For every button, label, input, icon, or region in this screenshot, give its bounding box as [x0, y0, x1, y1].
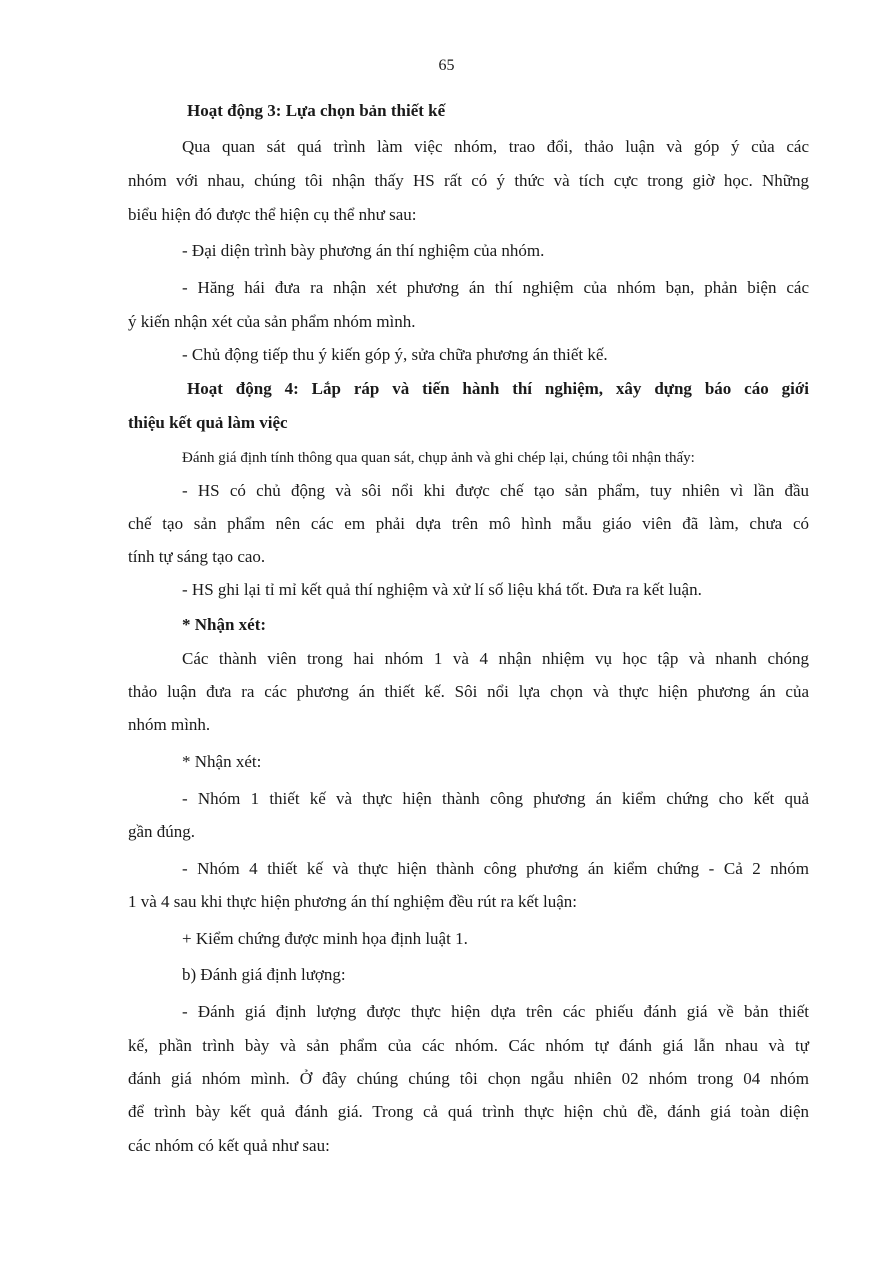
list-item: - Nhóm 1 thiết kế và thực hiện thành công phương án kiểm chứng cho kết quả: [182, 789, 809, 808]
list-item: - Nhóm 4 thiết kế và thực hiện thành công phương án kiểm chứng - Cả 2 nhóm: [182, 859, 809, 878]
list-item: - Đánh giá định lượng được thực hiện dựa trên các phiếu đánh giá về bản thiết: [182, 1002, 809, 1021]
paragraph-line: nhóm với nhau, chúng tôi nhận thấy HS rất có ý thức và tích cực trong giờ học. Những: [128, 171, 809, 190]
list-item: - HS ghi lại tỉ mỉ kết quả thí nghiệm và xử lí số liệu khá tốt. Đưa ra kết luận.: [182, 580, 702, 599]
paragraph-line: 1 và 4 sau khi thực hiện phương án thí nghiệm đều rút ra kết luận:: [128, 892, 578, 911]
remark-label: * Nhận xét:: [182, 752, 262, 771]
page-number: 65: [438, 57, 455, 74]
paragraph-line: nhóm mình.: [128, 715, 211, 734]
heading-activity-4: Hoạt động 4: Lắp ráp và tiến hành thí nghiệm, xây dựng báo cáo giới: [187, 379, 809, 398]
list-item: - Hăng hái đưa ra nhận xét phương án thí nghiệm của nhóm bạn, phản biện các: [182, 278, 809, 297]
paragraph-line: Qua quan sát quá trình làm việc nhóm, trao đổi, thảo luận và góp ý của các: [182, 137, 809, 156]
paragraph-line: các nhóm có kết quả như sau:: [128, 1136, 330, 1155]
paragraph-line: tính tự sáng tạo cao.: [128, 547, 266, 566]
list-item: + Kiểm chứng được minh họa định luật 1.: [182, 929, 468, 948]
paragraph-line: biểu hiện đó được thể hiện cụ thể như sau:: [128, 205, 417, 224]
paragraph-line: đánh giá nhóm mình. Ở đây chúng chúng tôi chọn ngẫu nhiên 02 nhóm trong 04 nhóm: [128, 1069, 809, 1088]
heading-activity-4-cont: thiệu kết quả làm việc: [128, 413, 288, 432]
list-item: - Đại diện trình bày phương án thí nghiệm của nhóm.: [182, 241, 545, 260]
paragraph-line: để trình bày kết quả đánh giá. Trong cả quá trình thực hiện chủ đề, đánh giá toàn diện: [128, 1102, 809, 1121]
remark-heading: * Nhận xét:: [182, 615, 267, 634]
paragraph-line: kế, phần trình bày và sản phẩm của các nhóm. Các nhóm tự đánh giá lẫn nhau và tự: [128, 1036, 809, 1055]
paragraph-line: chế tạo sản phẩm nên các em phải dựa trên mô hình mẫu giáo viên đã làm, chưa có: [128, 514, 809, 533]
list-item: - HS có chủ động và sôi nổi khi được chế tạo sản phẩm, tuy nhiên vì lần đầu: [182, 481, 809, 500]
paragraph-line: gần đúng.: [128, 822, 196, 841]
list-item: - Chủ động tiếp thu ý kiến góp ý, sửa chữa phương án thiết kế.: [182, 345, 608, 364]
paragraph-line: ý kiến nhận xét của sản phẩm nhóm mình.: [128, 312, 416, 331]
paragraph-line: Các thành viên trong hai nhóm 1 và 4 nhận nhiệm vụ học tập và nhanh chóng: [182, 649, 809, 668]
paragraph-line: thảo luận đưa ra các phương án thiết kế. Sôi nổi lựa chọn và thực hiện phương án của: [128, 682, 809, 701]
subheading: b) Đánh giá định lượng:: [182, 965, 346, 984]
paragraph-line: Đánh giá định tính thông qua quan sát, chụp ảnh và ghi chép lại, chúng tôi nhận thấy:: [182, 450, 695, 466]
heading-activity-3: Hoạt động 3: Lựa chọn bản thiết kế: [187, 101, 446, 120]
